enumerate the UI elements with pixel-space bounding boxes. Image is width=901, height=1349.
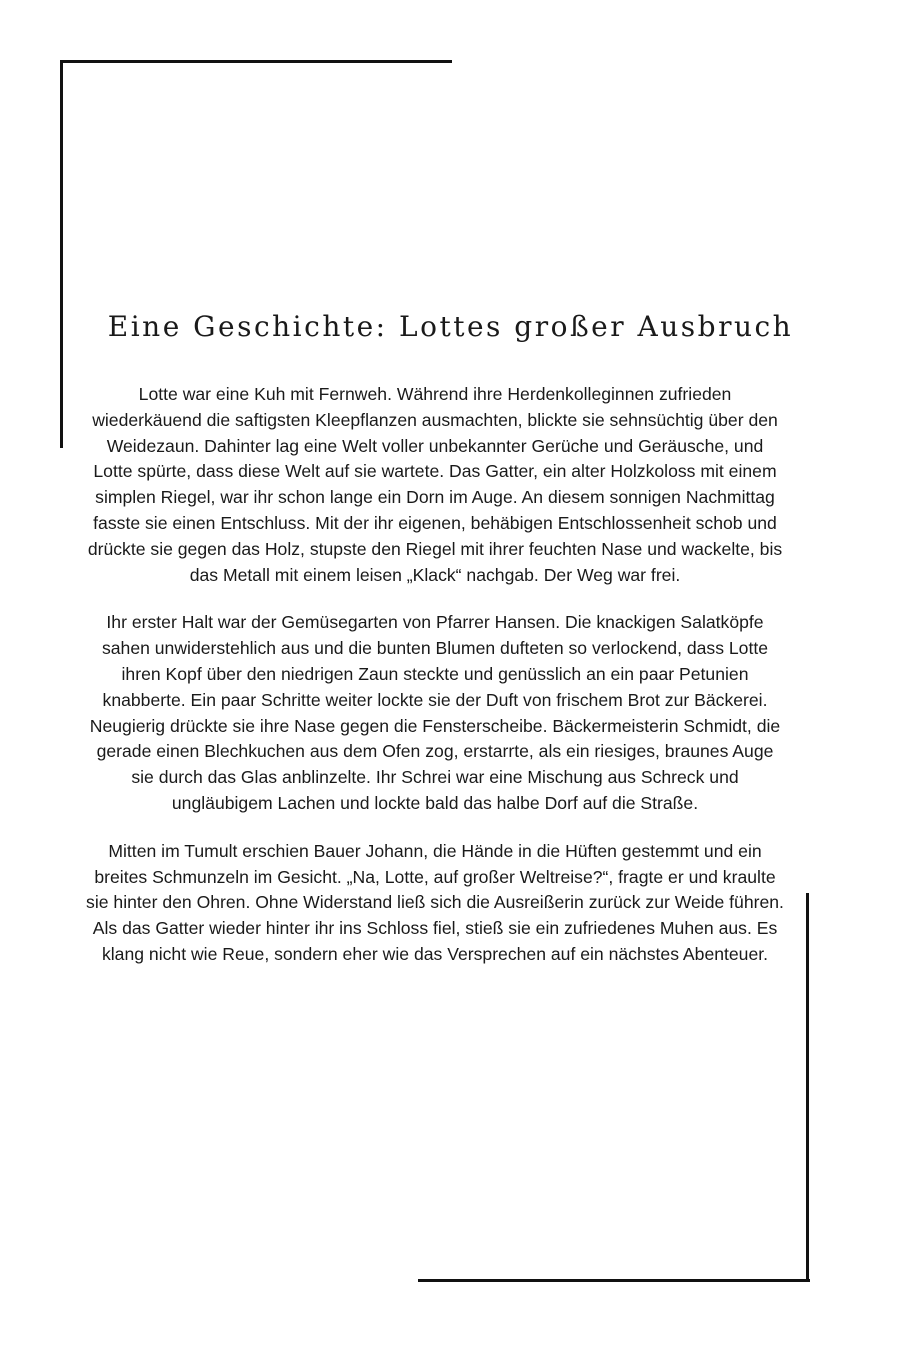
frame-top-left-horizontal <box>60 60 452 63</box>
frame-bottom-right-vertical <box>806 893 809 1282</box>
frame-bottom-right-horizontal <box>418 1279 810 1282</box>
story-paragraph-3: Mitten im Tumult erschien Bauer Johann, die Hände in die Hüften gestemmt und ein breites Schmunzeln im Gesicht. „Na, Lotte, auf großer Weltreise?“, fragte er und kraulte sie hinter den Ohren. Ohne Widerstand ließ sich die Ausreißerin zurück zur Weide führen. Als das Gatter wieder hinter ihr ins Schloss fiel, stieß sie ein zufriedenes Muhen aus. Es klang nicht wie Reue, sondern eher wie das Versprechen auf ein nächstes Abenteuer. <box>86 840 784 964</box>
story-body <box>86 382 784 990</box>
story-paragraph-2: Ihr erster Halt war der Gemüsegarten von Pfarrer Hansen. Die knackigen Salatköpfe sahen unwiderstehlich aus und die bunten Blumen dufteten so verlockend, dass Lotte ihren Kopf über den niedrigen Zaun steckte und genüsslich an ein paar Petunien knabberte. Ein paar Schritte weiter lockte sie der Duft von frischem Brot zur Bäckerei. Neugierig drückte sie ihre Nase gegen die Fensterscheibe. Bäckermeisterin Schmidt, die gerade einen Blechkuchen aus dem Ofen zog, erstarrte, als ein riesiges, braunes Auge sie durch das Glas anblinzelte. Ihr Schrei war eine Mischung aus Schreck und ungläubigem Lachen und lockte bald das halbe Dorf auf die Straße. <box>89 612 781 813</box>
story-paragraph-1: Lotte war eine Kuh mit Fernweh. Während ihre Herdenkolleginnen zufrieden wiederkäuend die saftigsten Kleepflanzen ausmachten, blickte sie sehnsüchtig über den Weidezaun. Dahinter lag eine Welt voller unbekannter Gerüche und Geräusche, und Lotte spürte, dass diese Welt auf sie wartete. Das Gatter, ein alter Holzkoloss mit einem simplen Riegel, war ihr schon lange ein Dorn im Auge. An diesem sonnigen Nachmittag fasste sie einen Entschluss. Mit der ihr eigenen, behäbigen Entschlossenheit schob und drückte sie gegen das Holz, stupste den Riegel mit ihrer feuchten Nase und wackelte, bis das Metall mit einem leisen „Klack“ nachgab. Der Weg war frei. <box>87 384 783 585</box>
frame-top-left-vertical <box>60 60 63 448</box>
page-title: Eine Geschichte: Lottes großer Ausbruch <box>107 310 794 343</box>
